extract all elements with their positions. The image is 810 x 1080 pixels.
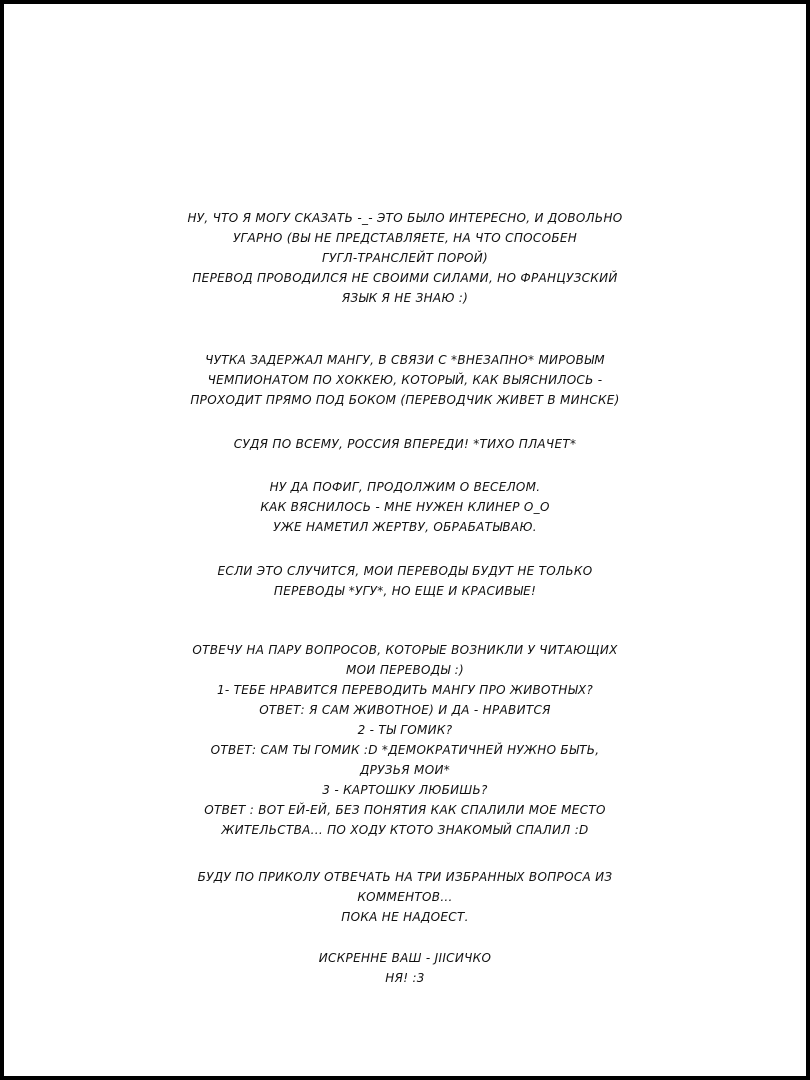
signature bbox=[4, 948, 806, 988]
text-line: БУДУ ПО ПРИКОЛУ ОТВЕЧАТЬ НА ТРИ ИЗБРАННЫХ ВОПРОСА ИЗ bbox=[197, 870, 613, 884]
text-line: ПРОХОДИТ ПРЯМО ПОД БОКОМ (ПЕРЕВОДЧИК ЖИВЕТ В МИНСКЕ) bbox=[190, 393, 620, 407]
text-line: ПОКА НЕ НАДОЕСТ. bbox=[341, 910, 469, 924]
text-line: УГАРНО (ВЫ НЕ ПРЕДСТАВЛЯЕТЕ, НА ЧТО СПОСОБЕН bbox=[232, 231, 578, 245]
signature-line: ИСКРЕННЕ ВАШ - JIICИЧКО bbox=[318, 951, 492, 965]
paragraph-delay bbox=[4, 350, 806, 410]
text-line: КОММЕНТОВ... bbox=[357, 890, 453, 904]
paragraph-intro bbox=[4, 208, 806, 308]
paragraph-cleaner bbox=[4, 477, 806, 537]
answer-line: ОТВЕТ: Я САМ ЖИВОТНОЕ) И ДА - НРАВИТСЯ bbox=[259, 703, 551, 717]
text-line: ПЕРЕВОДЫ *УГУ*, НО ЕЩЕ И КРАСИВЫЕ! bbox=[273, 584, 537, 598]
text-line: МОИ ПЕРЕВОДЫ :) bbox=[346, 663, 464, 677]
text-line: УЖЕ НАМЕТИЛ ЖЕРТВУ, ОБРАБАТЫВАЮ. bbox=[273, 520, 537, 534]
text-line: СУДЯ ПО ВСЕМУ, РОССИЯ ВПЕРЕДИ! *ТИХО ПЛАЧЕТ* bbox=[233, 437, 577, 451]
answer-line: ОТВЕТ : ВОТ ЕЙ-ЕЙ, БЕЗ ПОНЯТИЯ КАК СПАЛИЛИ МОЕ МЕСТО bbox=[204, 803, 606, 817]
question-line: 1- ТЕБЕ НРАВИТСЯ ПЕРЕВОДИТЬ МАНГУ ПРО ЖИВОТНЫХ? bbox=[216, 683, 594, 697]
text-line: ЧУТКА ЗАДЕРЖАЛ МАНГУ, В СВЯЗИ С *ВНЕЗАПНО* МИРОВЫМ bbox=[205, 353, 605, 367]
text-line: НУ, ЧТО Я МОГУ СКАЗАТЬ -_- ЭТО БЫЛО ИНТЕРЕСНО, И ДОВОЛЬНО bbox=[187, 211, 623, 225]
question-line: 3 - КАРТОШКУ ЛЮБИШЬ? bbox=[322, 783, 488, 797]
text-line: НУ ДА ПОФИГ, ПРОДОЛЖИМ О ВЕСЕЛОМ. bbox=[269, 480, 541, 494]
paragraph-questions-answers bbox=[4, 640, 806, 840]
paragraph-russia bbox=[4, 434, 806, 454]
question-line: 2 - ТЫ ГОМИК? bbox=[357, 723, 453, 737]
text-line: КАК ВЯСНИЛОСЬ - МНЕ НУЖЕН КЛИНЕР О_О bbox=[260, 500, 550, 514]
answer-line: ЖИТЕЛЬСТВА... ПО ХОДУ КТОТО ЗНАКОМЫЙ СПАЛИЛ :D bbox=[221, 823, 589, 837]
signature-line: НЯ! :3 bbox=[385, 971, 425, 985]
paragraph-beauty bbox=[4, 561, 806, 601]
text-line: ЕСЛИ ЭТО СЛУЧИТСЯ, МОИ ПЕРЕВОДЫ БУДУТ НЕ ТОЛЬКО bbox=[217, 564, 593, 578]
text-line: ПЕРЕВОД ПРОВОДИЛСЯ НЕ СВОИМИ СИЛАМИ, НО ФРАНЦУЗСКИЙ bbox=[192, 271, 618, 285]
text-line: ЯЗЫК Я НЕ ЗНАЮ :) bbox=[341, 291, 469, 305]
answer-line: ДРУЗЬЯ МОИ* bbox=[359, 763, 451, 777]
text-line: ЧЕМПИОНАТОМ ПО ХОККЕЮ, КОТОРЫЙ, КАК ВЫЯСНИЛОСЬ - bbox=[207, 373, 603, 387]
text-line: ГУГЛ-ТРАНСЛЕЙТ ПОРОЙ) bbox=[321, 251, 489, 265]
answer-line: ОТВЕТ: САМ ТЫ ГОМИК :D *ДЕМОКРАТИЧНЕЙ НУЖНО БЫТЬ, bbox=[210, 743, 600, 757]
paragraph-comments bbox=[4, 867, 806, 927]
text-line: ОТВЕЧУ НА ПАРУ ВОПРОСОВ, КОТОРЫЕ ВОЗНИКЛИ У ЧИТАЮЩИХ bbox=[192, 643, 618, 657]
